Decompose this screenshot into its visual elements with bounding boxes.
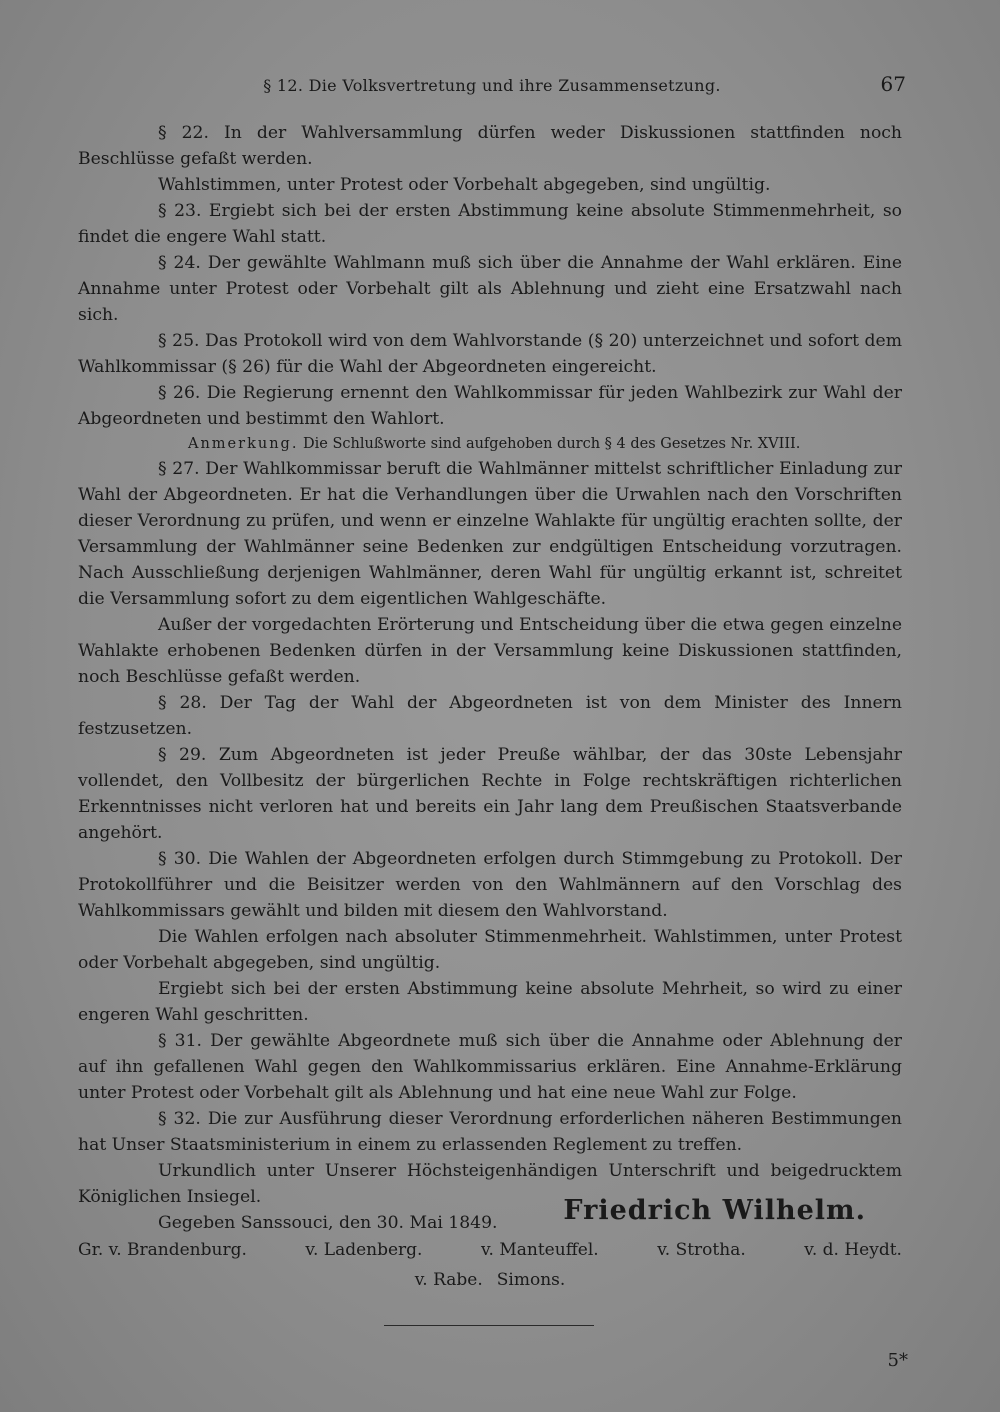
paragraph: § 25. Das Protokoll wird von dem Wahlvorstande (§ 20) unterzeichnet und sofort dem Wahlkommissar (§ 26) für die Wahl der Abgeordneten eingereicht.: [78, 331, 902, 377]
paragraph: § 32. Die zur Ausführung dieser Verordnung erforderlichen näheren Bestimmungen hat Unser Staatsministerium in einem zu erlassenden Reglement zu treffen.: [78, 1109, 902, 1155]
paragraph: § 27. Der Wahlkommissar beruft die Wahlmänner mittelst schriftlicher Einladung zur Wahl der Abgeordneten. Er hat die Verhandlungen über die Urwahlen nach den Vorschriften dieser Verordnung zu prüfen, und wenn er einzelne Wahlakte für ungültig erachten sollte, der Versammlung der Wahlmänner seine Bedenken zur endgültigen Entscheidung vorzutragen. Nach Ausschließung derjenigen Wahlmänner, deren Wahl für ungültig erkannt ist, schreitet die Versammlung sofort zu dem eigentlichen Wahlgeschäfte.: [78, 459, 902, 609]
annotation-text: Die Schlußworte sind aufgehoben durch § 4 des Gesetzes Nr. XVIII.: [303, 436, 801, 452]
paragraph: Ergiebt sich bei der ersten Abstimmung keine absolute Mehrheit, so wird zu einer engeren Wahl geschritten.: [78, 979, 902, 1025]
body-text: [78, 120, 902, 1236]
signature-block: [78, 1195, 902, 1290]
ministers-row: [78, 1240, 902, 1260]
divider-rule: [384, 1325, 594, 1326]
paragraph: § 22. In der Wahlversammlung dürfen weder Diskussionen stattfinden noch Beschlüsse gefaßt werden.: [78, 123, 902, 169]
minister-name: v. Ladenberg.: [305, 1240, 423, 1260]
dateline: Gegeben Sanssouci, den 30. Mai 1849.: [158, 1213, 498, 1233]
paragraph: § 24. Der gewählte Wahlmann muß sich über die Annahme der Wahl erklären. Eine Annahme unter Protest oder Vorbehalt gilt als Ablehnung und zieht eine Ersatzwahl nach sich.: [78, 253, 902, 325]
paragraph: § 31. Der gewählte Abgeordnete muß sich über die Annahme oder Ablehnung der auf ihn gefallenen Wahl gegen den Wahlkommissarius erklären. Eine Annahme-Erklärung unter Protest oder Vorbehalt gilt als Ablehnung und hat eine neue Wahl zur Folge.: [78, 1031, 902, 1103]
running-title: § 12. Die Volksvertretung und ihre Zusammensetzung.: [263, 76, 721, 95]
minister-name: v. d. Heydt.: [804, 1240, 902, 1260]
minister-name: Simons.: [496, 1270, 566, 1290]
paragraph: § 28. Der Tag der Wahl der Abgeordneten ist von dem Minister des Innern festzusetzen.: [78, 693, 902, 739]
paragraph: § 26. Die Regierung ernennt den Wahlkommissar für jeden Wahlbezirk zur Wahl der Abgeordneten und bestimmt den Wahlort.: [78, 383, 902, 429]
minister-name: v. Strotha.: [657, 1240, 746, 1260]
annotation-label: Anmerkung.: [188, 436, 299, 452]
annotation-note: [78, 432, 902, 456]
ministers-row: [78, 1270, 902, 1290]
signature-mark: 5*: [887, 1350, 908, 1371]
minister-name: Gr. v. Brandenburg.: [78, 1240, 247, 1260]
paragraph: § 23. Ergiebt sich bei der ersten Abstimmung keine absolute Stimmenmehrheit, so findet die engere Wahl statt.: [78, 201, 902, 247]
paragraph: Die Wahlen erfolgen nach absoluter Stimmenmehrheit. Wahlstimmen, unter Protest oder Vorbehalt abgegeben, sind ungültig.: [78, 927, 902, 973]
sovereign-signature: Friedrich Wilhelm.: [563, 1195, 866, 1226]
paragraph: Wahlstimmen, unter Protest oder Vorbehalt abgegeben, sind ungültig.: [158, 175, 771, 195]
minister-name: v. Rabe.: [414, 1270, 483, 1290]
paragraph: Urkundlich unter Unserer Höchsteigenhändigen Unterschrift und beigedrucktem Königlichen Insiegel.: [78, 1161, 902, 1207]
paragraph: § 29. Zum Abgeordneten ist jeder Preuße wählbar, der das 30ste Lebensjahr vollendet, den Vollbesitz der bürgerlichen Rechte in Folge rechtskräftigen richterlichen Erkenntnisses nicht verloren hat und bereits ein Jahr lang dem Preußischen Staatsverbande angehört.: [78, 745, 902, 843]
page-number: 67: [880, 72, 906, 96]
minister-name: v. Manteuffel.: [480, 1240, 599, 1260]
page-header: [78, 72, 906, 102]
paragraph: § 30. Die Wahlen der Abgeordneten erfolgen durch Stimmgebung zu Protokoll. Der Protokollführer und die Beisitzer werden von den Wahlmännern auf den Vorschlag des Wahlkommissars gewählt und bilden mit diesem den Wahlvorstand.: [78, 849, 902, 921]
paragraph: Außer der vorgedachten Erörterung und Entscheidung über die etwa gegen einzelne Wahlakte erhobenen Bedenken dürfen in der Versammlung keine Diskussionen stattfinden, noch Beschlüsse gefaßt werden.: [78, 615, 902, 687]
